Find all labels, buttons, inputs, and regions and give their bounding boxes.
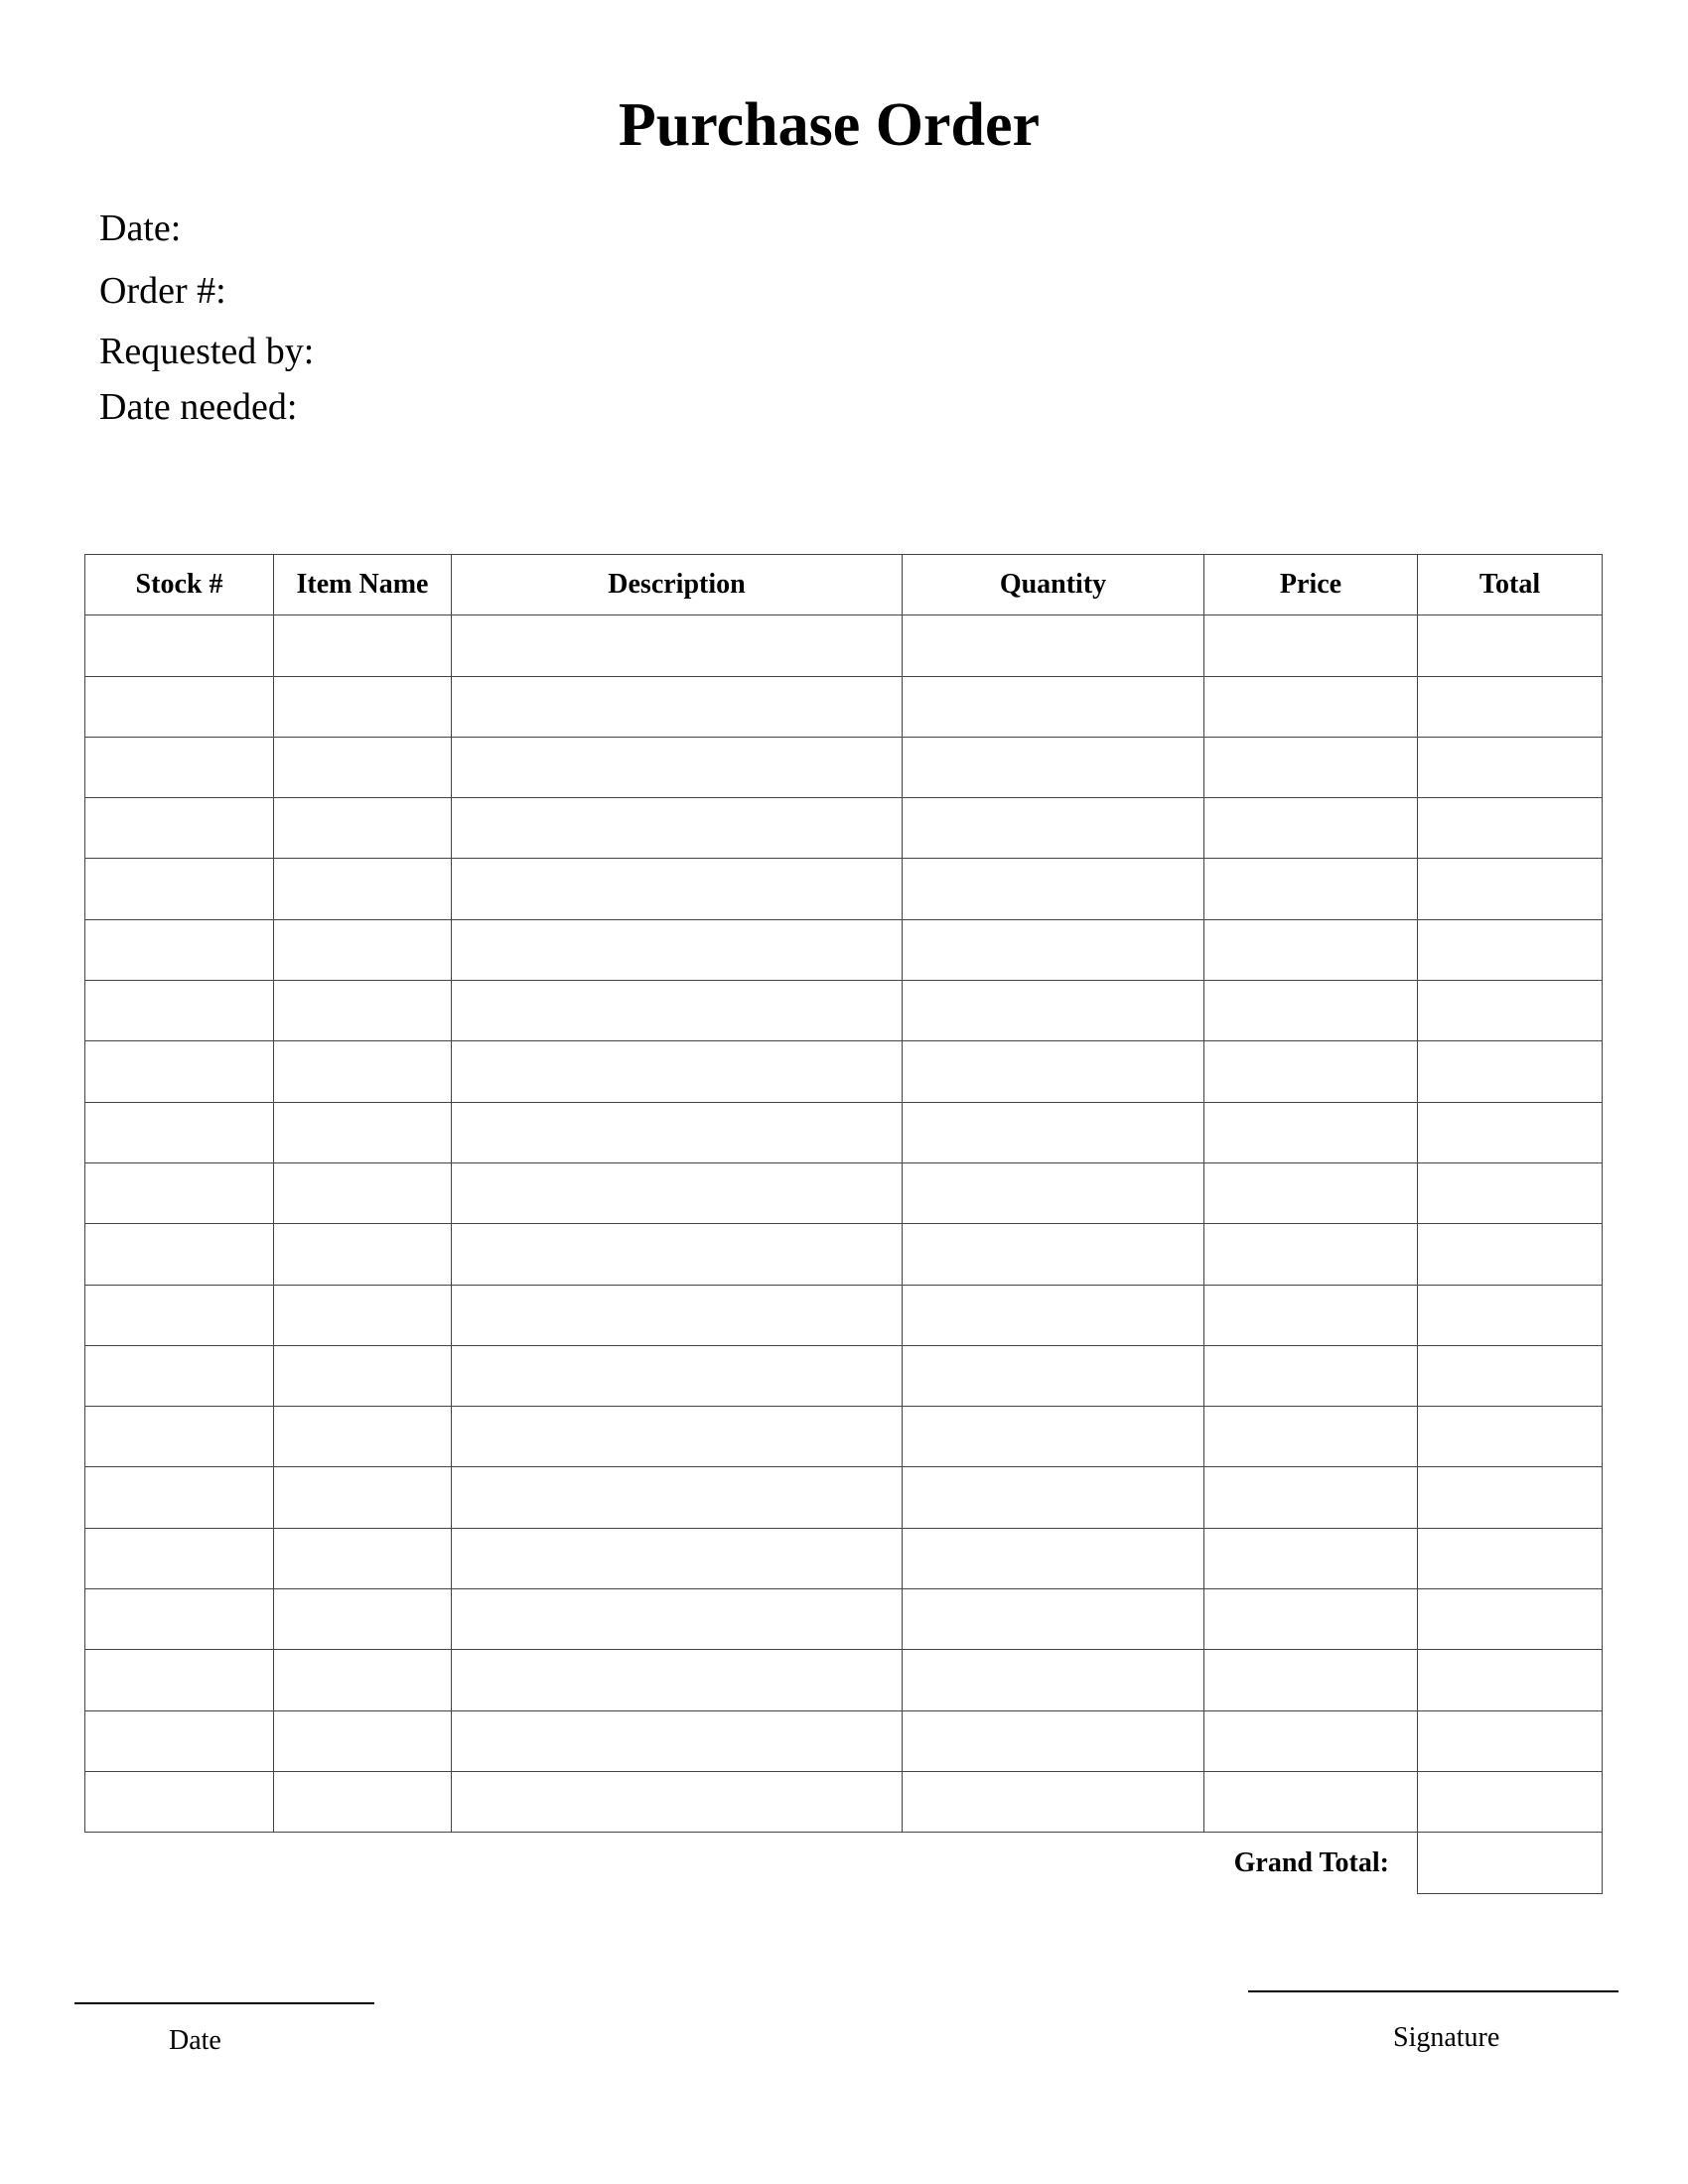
cell-stock[interactable] [85, 1345, 274, 1406]
cell-item-name[interactable] [274, 1710, 452, 1771]
cell-stock[interactable] [85, 798, 274, 859]
order-number-field-label: Order #: [99, 270, 226, 312]
cell-description[interactable] [452, 1224, 903, 1285]
cell-stock[interactable] [85, 1102, 274, 1162]
cell-stock[interactable] [85, 1224, 274, 1285]
order-fields [99, 206, 314, 429]
cell-quantity[interactable] [903, 1467, 1204, 1528]
cell-quantity[interactable] [903, 1224, 1204, 1285]
cell-item-name[interactable] [274, 919, 452, 980]
cell-item-name[interactable] [274, 798, 452, 859]
table-row [85, 1528, 1603, 1588]
cell-total[interactable] [1418, 1589, 1603, 1650]
cell-item-name[interactable] [274, 1467, 452, 1528]
cell-item-name[interactable] [274, 1041, 452, 1102]
cell-quantity[interactable] [903, 1285, 1204, 1345]
cell-stock[interactable] [85, 1285, 274, 1345]
cell-description[interactable] [452, 981, 903, 1041]
column-header-total: Total [1418, 555, 1603, 615]
cell-item-name[interactable] [274, 1771, 452, 1832]
table-row [85, 1162, 1603, 1223]
cell-price[interactable] [1204, 1345, 1418, 1406]
cell-price[interactable] [1204, 615, 1418, 676]
cell-item-name[interactable] [274, 1224, 452, 1285]
cell-item-name[interactable] [274, 1407, 452, 1467]
table-row [85, 1407, 1603, 1467]
cell-item-name[interactable] [274, 615, 452, 676]
column-header-price: Price [1204, 555, 1418, 615]
cell-price[interactable] [1204, 919, 1418, 980]
cell-quantity[interactable] [903, 1528, 1204, 1588]
cell-total[interactable] [1418, 798, 1603, 859]
cell-description[interactable] [452, 919, 903, 980]
footer-signature-label: Signature [1393, 2022, 1500, 2053]
cell-description[interactable] [452, 676, 903, 737]
cell-price[interactable] [1204, 1102, 1418, 1162]
cell-stock[interactable] [85, 919, 274, 980]
cell-total[interactable] [1418, 919, 1603, 980]
cell-description[interactable] [452, 1285, 903, 1345]
cell-description[interactable] [452, 1162, 903, 1223]
cell-stock[interactable] [85, 1589, 274, 1650]
order-items-table [84, 554, 1603, 1894]
column-header-quantity: Quantity [903, 555, 1204, 615]
cell-quantity[interactable] [903, 1407, 1204, 1467]
cell-quantity[interactable] [903, 1771, 1204, 1832]
cell-item-name[interactable] [274, 1650, 452, 1710]
date-needed-field-label: Date needed: [99, 386, 298, 428]
cell-quantity[interactable] [903, 676, 1204, 737]
cell-total[interactable] [1418, 615, 1603, 676]
cell-stock[interactable] [85, 859, 274, 919]
cell-item-name[interactable] [274, 859, 452, 919]
cell-stock[interactable] [85, 737, 274, 797]
cell-stock[interactable] [85, 1710, 274, 1771]
cell-description[interactable] [452, 1102, 903, 1162]
cell-item-name[interactable] [274, 1589, 452, 1650]
cell-item-name[interactable] [274, 1528, 452, 1588]
table-row [85, 1102, 1603, 1162]
cell-price[interactable] [1204, 1224, 1418, 1285]
column-header-description: Description [452, 555, 903, 615]
cell-total[interactable] [1418, 1224, 1603, 1285]
table-row [85, 1710, 1603, 1771]
cell-total[interactable] [1418, 1528, 1603, 1588]
table-row [85, 798, 1603, 859]
footer-date-label: Date [169, 2025, 221, 2056]
date-signature-line[interactable] [74, 2002, 374, 2004]
cell-total[interactable] [1418, 1102, 1603, 1162]
cell-price[interactable] [1204, 1589, 1418, 1650]
table-row [85, 1771, 1603, 1832]
cell-stock[interactable] [85, 1650, 274, 1710]
cell-quantity[interactable] [903, 1589, 1204, 1650]
cell-item-name[interactable] [274, 981, 452, 1041]
cell-item-name[interactable] [274, 737, 452, 797]
cell-quantity[interactable] [903, 798, 1204, 859]
table-row [85, 981, 1603, 1041]
table-row [85, 1224, 1603, 1285]
cell-description[interactable] [452, 1650, 903, 1710]
cell-total[interactable] [1418, 1467, 1603, 1528]
table-row [85, 615, 1603, 676]
column-header-stock: Stock # [85, 555, 274, 615]
cell-stock[interactable] [85, 981, 274, 1041]
requested-by-field-label: Requested by: [99, 331, 315, 372]
cell-price[interactable] [1204, 1467, 1418, 1528]
page-title: Purchase Order [618, 91, 1041, 159]
cell-price[interactable] [1204, 1710, 1418, 1771]
cell-quantity[interactable] [903, 1710, 1204, 1771]
cell-quantity[interactable] [903, 615, 1204, 676]
cell-price[interactable] [1204, 859, 1418, 919]
cell-total[interactable] [1418, 1345, 1603, 1406]
cell-description[interactable] [452, 1589, 903, 1650]
cell-quantity[interactable] [903, 1162, 1204, 1223]
cell-quantity[interactable] [903, 1345, 1204, 1406]
cell-stock[interactable] [85, 676, 274, 737]
cell-quantity[interactable] [903, 859, 1204, 919]
date-field-label: Date: [99, 207, 182, 249]
cell-stock[interactable] [85, 1467, 274, 1528]
cell-price[interactable] [1204, 798, 1418, 859]
table-row [85, 859, 1603, 919]
cell-item-name[interactable] [274, 1345, 452, 1406]
cell-stock[interactable] [85, 1528, 274, 1588]
signature-line[interactable] [1248, 1990, 1618, 1992]
cell-total[interactable] [1418, 737, 1603, 797]
cell-description[interactable] [452, 1345, 903, 1406]
cell-description[interactable] [452, 1528, 903, 1588]
table-row [85, 1650, 1603, 1710]
cell-quantity[interactable] [903, 1650, 1204, 1710]
cell-quantity[interactable] [903, 1041, 1204, 1102]
table-row [85, 1467, 1603, 1528]
grand-total-cell[interactable] [1418, 1833, 1603, 1893]
table-row [85, 1285, 1603, 1345]
cell-quantity[interactable] [903, 737, 1204, 797]
cell-item-name[interactable] [274, 1102, 452, 1162]
cell-total[interactable] [1418, 981, 1603, 1041]
cell-total[interactable] [1418, 1041, 1603, 1102]
cell-total[interactable] [1418, 1710, 1603, 1771]
table-body [85, 615, 1603, 1833]
cell-total[interactable] [1418, 1650, 1603, 1710]
cell-stock[interactable] [85, 1162, 274, 1223]
table-row [85, 1041, 1603, 1102]
cell-price[interactable] [1204, 1771, 1418, 1832]
table-row [85, 919, 1603, 980]
table-row [85, 1345, 1603, 1406]
column-header-item-name: Item Name [274, 555, 452, 615]
cell-total[interactable] [1418, 676, 1603, 737]
cell-price[interactable] [1204, 1162, 1418, 1223]
cell-price[interactable] [1204, 981, 1418, 1041]
cell-stock[interactable] [85, 615, 274, 676]
grand-total-label: Grand Total: [1233, 1846, 1389, 1878]
cell-price[interactable] [1204, 737, 1418, 797]
cell-total[interactable] [1418, 1771, 1603, 1832]
cell-total[interactable] [1418, 859, 1603, 919]
table-header-row [85, 555, 1603, 615]
cell-quantity[interactable] [903, 1102, 1204, 1162]
cell-item-name[interactable] [274, 1285, 452, 1345]
cell-description[interactable] [452, 798, 903, 859]
cell-description[interactable] [452, 1771, 903, 1832]
grand-total-spacer [85, 1833, 1204, 1893]
table-row [85, 676, 1603, 737]
cell-description[interactable] [452, 615, 903, 676]
cell-total[interactable] [1418, 1407, 1603, 1467]
cell-stock[interactable] [85, 1041, 274, 1102]
cell-description[interactable] [452, 1041, 903, 1102]
cell-description[interactable] [452, 1407, 903, 1467]
cell-description[interactable] [452, 1467, 903, 1528]
cell-description[interactable] [452, 1710, 903, 1771]
table-row [85, 1589, 1603, 1650]
cell-price[interactable] [1204, 1285, 1418, 1345]
cell-stock[interactable] [85, 1771, 274, 1832]
cell-quantity[interactable] [903, 919, 1204, 980]
cell-price[interactable] [1204, 676, 1418, 737]
cell-total[interactable] [1418, 1285, 1603, 1345]
table-row [85, 737, 1603, 797]
cell-price[interactable] [1204, 1528, 1418, 1588]
cell-stock[interactable] [85, 1407, 274, 1467]
cell-total[interactable] [1418, 1162, 1603, 1223]
cell-description[interactable] [452, 859, 903, 919]
grand-total-row [85, 1833, 1603, 1893]
cell-price[interactable] [1204, 1407, 1418, 1467]
cell-item-name[interactable] [274, 1162, 452, 1223]
cell-quantity[interactable] [903, 981, 1204, 1041]
cell-price[interactable] [1204, 1041, 1418, 1102]
cell-description[interactable] [452, 737, 903, 797]
cell-item-name[interactable] [274, 676, 452, 737]
cell-price[interactable] [1204, 1650, 1418, 1710]
